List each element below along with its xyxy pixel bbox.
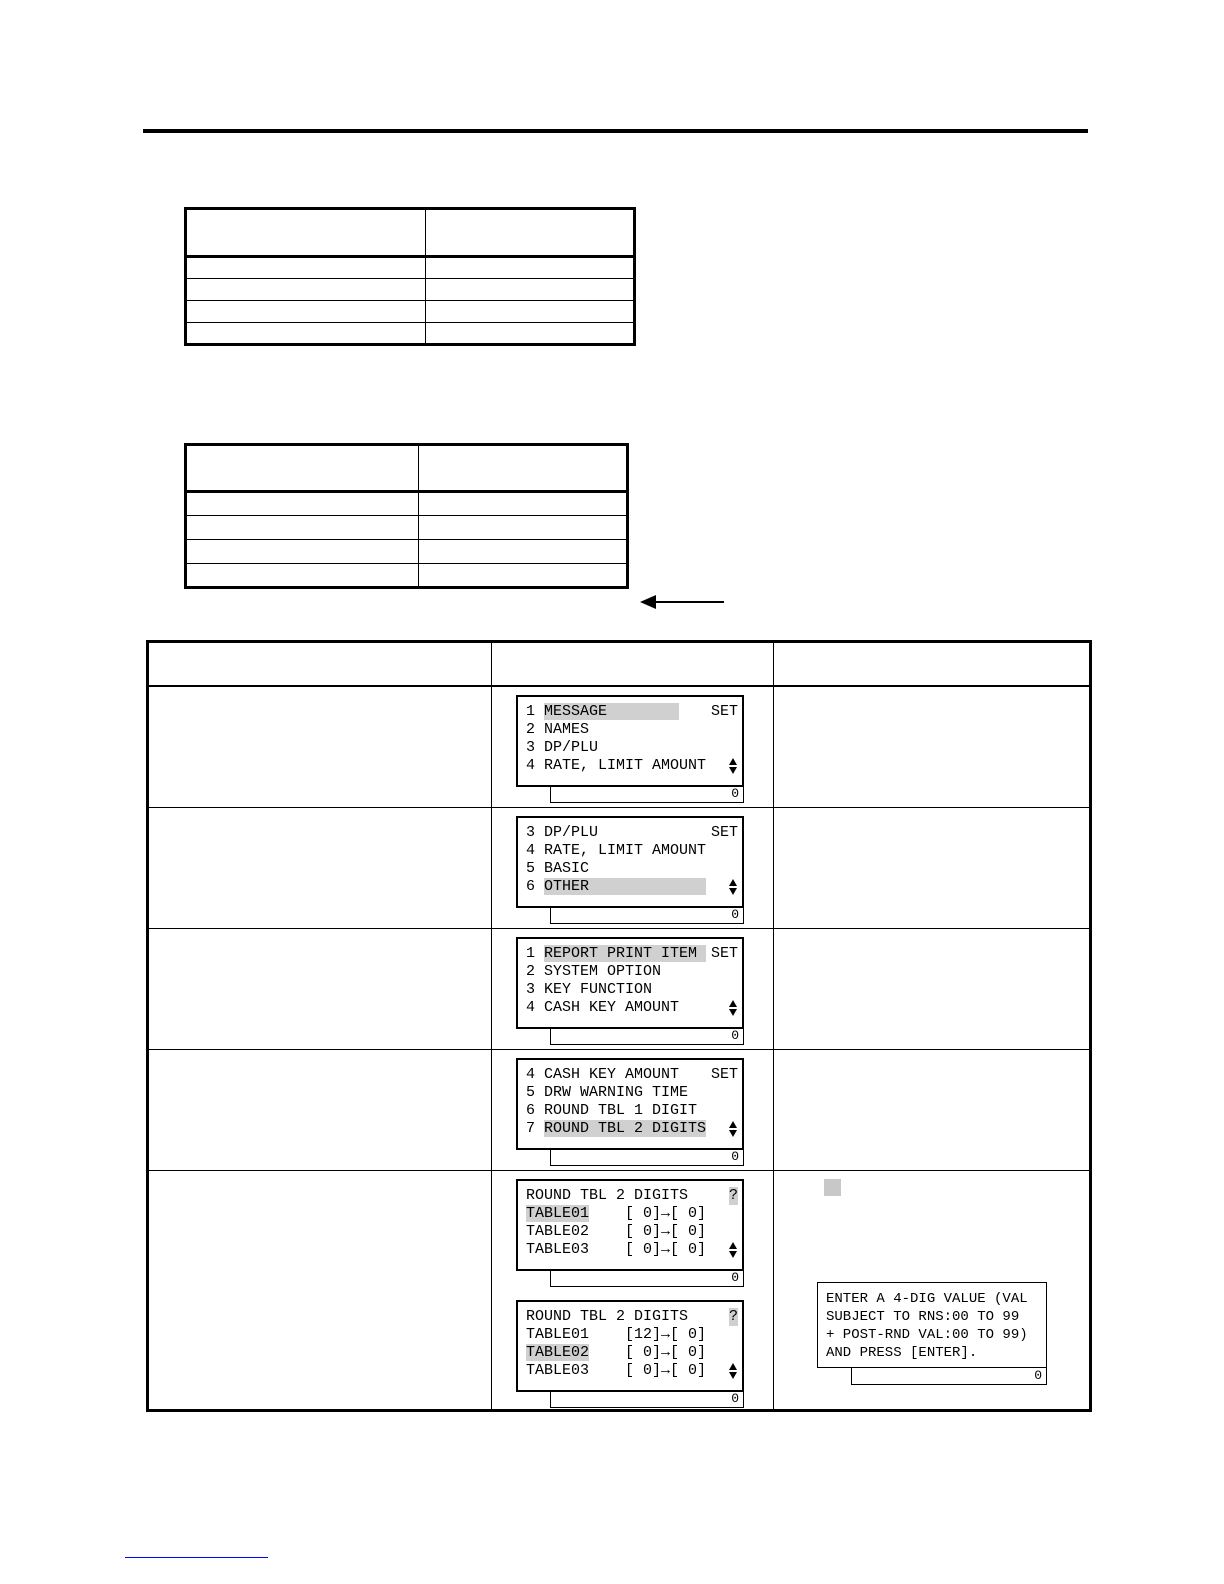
set-indicator: SET <box>710 703 738 720</box>
lcd-line-text: RATE, LIMIT AMOUNT <box>544 842 707 859</box>
lcd-line-text: TABLE01 <box>526 1326 590 1343</box>
lcd-screen <box>516 1058 744 1150</box>
guide-line: + POST-RND VAL:00 TO 99) <box>826 1327 1028 1343</box>
lcd-footer-value: 0 <box>731 907 739 922</box>
lcd-line-text: TABLE03 <box>526 1362 590 1379</box>
guide-line: SUBJECT TO RNS:00 TO 99 <box>826 1309 1020 1325</box>
lcd-line-text: SYSTEM OPTION <box>544 963 662 980</box>
lcd-line-number: 3 <box>526 824 545 841</box>
lcd-line <box>526 1102 697 1120</box>
lcd-line <box>526 1344 706 1362</box>
set-indicator: SET <box>710 1066 738 1083</box>
lcd-footer <box>550 1390 744 1408</box>
lcd-line-text: TABLE01 <box>526 1205 590 1222</box>
guidance-screen <box>817 1282 1047 1368</box>
lcd-line <box>526 981 652 999</box>
lcd-line-text: DRW WARNING TIME <box>544 1084 689 1101</box>
question-indicator: ? <box>728 1187 738 1204</box>
lcd-line-text: REPORT PRINT ITEM <box>544 945 707 962</box>
lcd-line <box>526 1205 706 1223</box>
lcd-line-value: [ 0]→[ 0] <box>589 1205 707 1222</box>
lcd-line-number: 4 <box>526 842 545 859</box>
lcd-line-number: 4 <box>526 757 545 774</box>
lcd-footer-value: 0 <box>731 1270 739 1285</box>
lcd-line-text: CASH KEY AMOUNT <box>544 999 680 1016</box>
lcd-line <box>526 878 706 896</box>
lcd-line-number: 5 <box>526 1084 545 1101</box>
lcd-line-text: DP/PLU <box>544 739 599 756</box>
lcd-line-text: ROUND TBL 1 DIGIT <box>544 1102 698 1119</box>
lcd-line-value: [ 0]→[ 0] <box>589 1241 707 1258</box>
lcd-line <box>526 1362 706 1380</box>
lcd-line-number: 3 <box>526 981 545 998</box>
lcd-line-text: TABLE02 <box>526 1223 590 1240</box>
question-indicator: ? <box>728 1308 738 1325</box>
lcd-line <box>526 860 589 878</box>
lcd-line <box>526 945 706 963</box>
scroll-updown-icon <box>728 1241 738 1259</box>
guide-footer <box>851 1367 1047 1385</box>
lcd-line <box>526 963 661 981</box>
lcd-screen <box>516 1300 744 1392</box>
lcd-footer-value: 0 <box>731 1028 739 1043</box>
set-indicator: SET <box>710 824 738 841</box>
scroll-updown-icon <box>728 999 738 1017</box>
lcd-line-text: MESSAGE <box>544 703 680 720</box>
lcd-line-number: 6 <box>526 878 545 895</box>
lcd-line <box>526 757 706 775</box>
lcd-footer <box>550 1269 744 1287</box>
lcd-line-text: NAMES <box>544 721 590 738</box>
lcd-line <box>526 824 598 842</box>
rounding-table-2 <box>184 443 629 589</box>
lcd-line-number: 7 <box>526 1120 545 1137</box>
lcd-line-value: [ 0]→[ 0] <box>589 1344 707 1361</box>
key-indicator <box>824 1179 841 1196</box>
lcd-line-value: [12]→[ 0] <box>589 1326 707 1343</box>
lcd-screen <box>516 816 744 908</box>
lcd-line <box>526 1187 688 1205</box>
lcd-line <box>526 1241 706 1259</box>
lcd-line <box>526 703 679 721</box>
scroll-updown-icon <box>728 1120 738 1138</box>
lcd-line-text: TABLE03 <box>526 1241 590 1258</box>
header-rule <box>143 129 1088 133</box>
guide-footer-value: 0 <box>1034 1368 1042 1383</box>
lcd-line <box>526 739 598 757</box>
rounding-table-1 <box>184 207 636 346</box>
scroll-updown-icon <box>728 757 738 775</box>
lcd-screen <box>516 695 744 787</box>
lcd-line-number: 6 <box>526 1102 545 1119</box>
lcd-line-value: [ 0]→[ 0] <box>589 1223 707 1240</box>
lcd-line-number: 1 <box>526 945 545 962</box>
lcd-line-text: TABLE02 <box>526 1344 590 1361</box>
scroll-updown-icon <box>728 878 738 896</box>
lcd-line-text: ROUND TBL 2 DIGITS <box>526 1308 689 1325</box>
lcd-line-number: 2 <box>526 721 545 738</box>
lcd-line-number: 4 <box>526 999 545 1016</box>
lcd-footer-value: 0 <box>731 786 739 801</box>
lcd-footer <box>550 1027 744 1045</box>
lcd-line <box>526 1326 706 1344</box>
set-indicator: SET <box>710 945 738 962</box>
footer-link-underline <box>125 1557 268 1558</box>
lcd-footer <box>550 1148 744 1166</box>
lcd-line <box>526 1308 688 1326</box>
guide-line: ENTER A 4-DIG VALUE (VAL <box>826 1291 1028 1307</box>
lcd-line-number: 2 <box>526 963 545 980</box>
lcd-line-text: DP/PLU <box>544 824 599 841</box>
lcd-line-text: KEY FUNCTION <box>544 981 653 998</box>
lcd-line-number: 1 <box>526 703 545 720</box>
scroll-updown-icon <box>728 1362 738 1380</box>
lcd-line <box>526 1084 688 1102</box>
lcd-screen <box>516 1179 744 1271</box>
lcd-line-text: BASIC <box>544 860 590 877</box>
lcd-line-text: CASH KEY AMOUNT <box>544 1066 680 1083</box>
lcd-line <box>526 1066 679 1084</box>
lcd-screen <box>516 937 744 1029</box>
lcd-line-number: 5 <box>526 860 545 877</box>
pointer-arrow-icon <box>640 592 724 612</box>
lcd-line <box>526 999 679 1017</box>
lcd-line-text: ROUND TBL 2 DIGITS <box>544 1120 707 1137</box>
lcd-line-text: RATE, LIMIT AMOUNT <box>544 757 707 774</box>
lcd-line-text: ROUND TBL 2 DIGITS <box>526 1187 689 1204</box>
lcd-line-value: [ 0]→[ 0] <box>589 1362 707 1379</box>
lcd-line-text: OTHER <box>544 878 707 895</box>
lcd-line <box>526 1120 706 1138</box>
lcd-footer <box>550 785 744 803</box>
lcd-line <box>526 842 706 860</box>
lcd-line <box>526 1223 706 1241</box>
lcd-footer <box>550 906 744 924</box>
guide-line: AND PRESS [ENTER]. <box>826 1345 978 1361</box>
lcd-footer-value: 0 <box>731 1391 739 1406</box>
lcd-line-number: 4 <box>526 1066 545 1083</box>
lcd-line-number: 3 <box>526 739 545 756</box>
lcd-line <box>526 721 589 739</box>
lcd-footer-value: 0 <box>731 1149 739 1164</box>
